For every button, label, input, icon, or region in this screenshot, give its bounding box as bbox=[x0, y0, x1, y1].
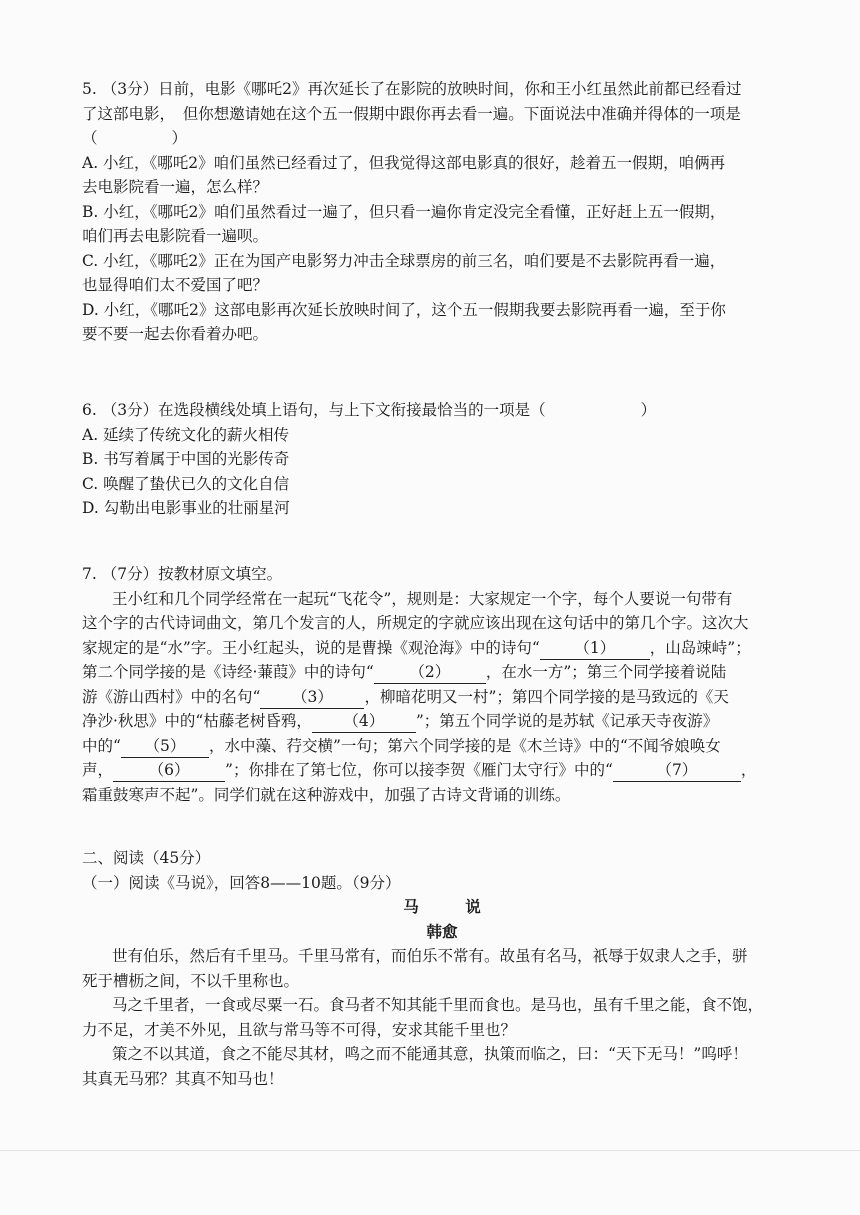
blank-2: （2） bbox=[374, 663, 486, 684]
passage-p2-line-1: 马之千里者，一食或尽粟一石。食马者不知其能千里而食也。是马也，虽有千里之能，食不饱， bbox=[112, 996, 764, 1014]
q7-line-3: 家规定的是“水”字。王小红起头，说的是曹操《观沧海》中的诗句“ （1） ，山岛竦峙”； bbox=[82, 636, 802, 661]
q6-option-a: A. 延续了传统文化的薪火相传 bbox=[82, 425, 290, 444]
q5-option-c-line-1: C. 小红，《哪吒2》正在为国产电影努力冲击全球票房的前三名，咱们要是不去影院再看一遍， bbox=[82, 251, 726, 270]
passage-p3-line-1: 策之不以其道，食之不能尽其材，鸣之而不能通其意，执策而临之，曰：“天下无马！”呜呼！ bbox=[112, 1045, 748, 1063]
q7-title: 7. （7分）按教材原文填空。 bbox=[82, 565, 283, 583]
passage-p1-line-1: 世有伯乐，然后有千里马。千里马常有，而伯乐不常有。故虽有名马，祇辱于奴隶人之手，骈 bbox=[112, 947, 748, 965]
blank-5: （5） bbox=[121, 737, 209, 758]
q7-line-5: 游《游山西村》中的名句“ （3） ，柳暗花明又一村”；第四个同学接的是马致远的《天 bbox=[82, 685, 802, 710]
q6-option-c: C. 唤醒了蛰伏已久的文化自信 bbox=[82, 474, 290, 493]
blank-1: （1） bbox=[540, 639, 650, 660]
q7-line-9: 霜重鼓寒声不起”。同学们就在这种游戏中，加强了古诗文背诵的训练。 bbox=[82, 785, 571, 804]
blank-7: （7） bbox=[613, 761, 741, 782]
passage-author: 韩愈 bbox=[426, 921, 458, 941]
q7-line-6: 净沙·秋思》中的“枯藤老树昏鸦， （4） ”；第五个同学说的是苏轼《记承天寺夜游》 bbox=[82, 709, 802, 734]
q7-line-1: 王小红和几个同学经常在一起玩“飞花令”，规则是：大家规定一个字，每个人要说一句带有 bbox=[112, 589, 733, 608]
q7-line-8: 声， （6） ”；你排在了第七位，你可以接李贺《雁门太守行》中的“ （7） ， bbox=[82, 758, 802, 783]
page-bottom-divider bbox=[0, 1150, 860, 1151]
q5-option-d-line-2: 要不要一起去你看着办吧。 bbox=[82, 325, 269, 343]
q5-option-b-line-1: B. 小红，《哪吒2》咱们虽然看过一遍了，但只看一遍你肯定没完全看懂，正好赶上五一假期， bbox=[82, 202, 726, 221]
q5-answer-paren: （ ） bbox=[82, 129, 188, 147]
q6-option-d: D. 勾勒出电影事业的壮丽星河 bbox=[82, 499, 290, 517]
q5-option-d-line-1: D. 小红，《哪吒2》这部电影再次延长放映时间了，这个五一假期我要去影院再看一遍，至于你 bbox=[82, 300, 726, 319]
reading-1-instruction: （一）阅读《马说》，回答8——10题。（9分） bbox=[82, 873, 401, 892]
q5-option-a-line-2: 去电影院看一遍，怎么样？ bbox=[82, 178, 269, 196]
q5-option-c-line-2: 也显得咱们太不爱国了吧？ bbox=[82, 276, 269, 294]
passage-p1-line-2: 死于槽枥之间，不以千里称也。 bbox=[82, 971, 300, 990]
q5-stem-line-2: 了这部电影， 但你想邀请她在这个五一假期中跟你再去看一遍。下面说法中准确并得体的一项是 bbox=[82, 104, 741, 123]
question-7 bbox=[82, 562, 802, 807]
question-6 bbox=[82, 398, 802, 521]
q6-stem: 6. （3分）在选段横线处填上语句，与上下文衔接最恰当的一项是（ ） bbox=[82, 401, 657, 419]
q7-line-4: 第二个同学接的是《诗经·蒹葭》中的诗句“ （2） ，在水一方”；第三个同学接着说陆 bbox=[82, 660, 802, 685]
q7-line-7: 中的“ （5） ，水中藻、荇交横”一句；第六个同学接的是《木兰诗》中的“不闻爷娘唤女 bbox=[82, 734, 802, 759]
blank-4: （4） bbox=[312, 712, 416, 733]
blank-3: （3） bbox=[260, 688, 364, 709]
section-2-reading bbox=[82, 846, 802, 1091]
section-2-heading: 二、阅读（45分） bbox=[82, 849, 211, 867]
q5-option-a-line-1: A. 小红，《哪吒2》咱们虽然已经看过了，但我觉得这部电影真的很好，趁着五一假期，咱俩再 bbox=[82, 153, 726, 172]
question-5 bbox=[82, 77, 802, 347]
blank-6: （6） bbox=[113, 761, 225, 782]
passage-p3-line-2: 其真无马邪？其真不知马也！ bbox=[82, 1069, 284, 1088]
q6-option-b: B. 书写着属于中国的光影传奇 bbox=[82, 450, 290, 468]
passage-p2-line-2: 力不足，才美不外见，且欲与常马等不可得，安求其能千里也？ bbox=[82, 1020, 517, 1039]
q5-stem-line-1: 5. （3分）日前，电影《哪吒2》再次延长了在影院的放映时间，你和王小红虽然此前都已经看过 bbox=[82, 80, 742, 98]
passage-title: 马 说 bbox=[403, 897, 481, 916]
q5-option-b-line-2: 咱们再去电影院看一遍呗。 bbox=[82, 227, 269, 245]
q7-line-2: 这个字的古代诗词曲文，第几个发言的人，所规定的字就应该出现在这句话中的第几个字。这次大 bbox=[82, 614, 749, 632]
